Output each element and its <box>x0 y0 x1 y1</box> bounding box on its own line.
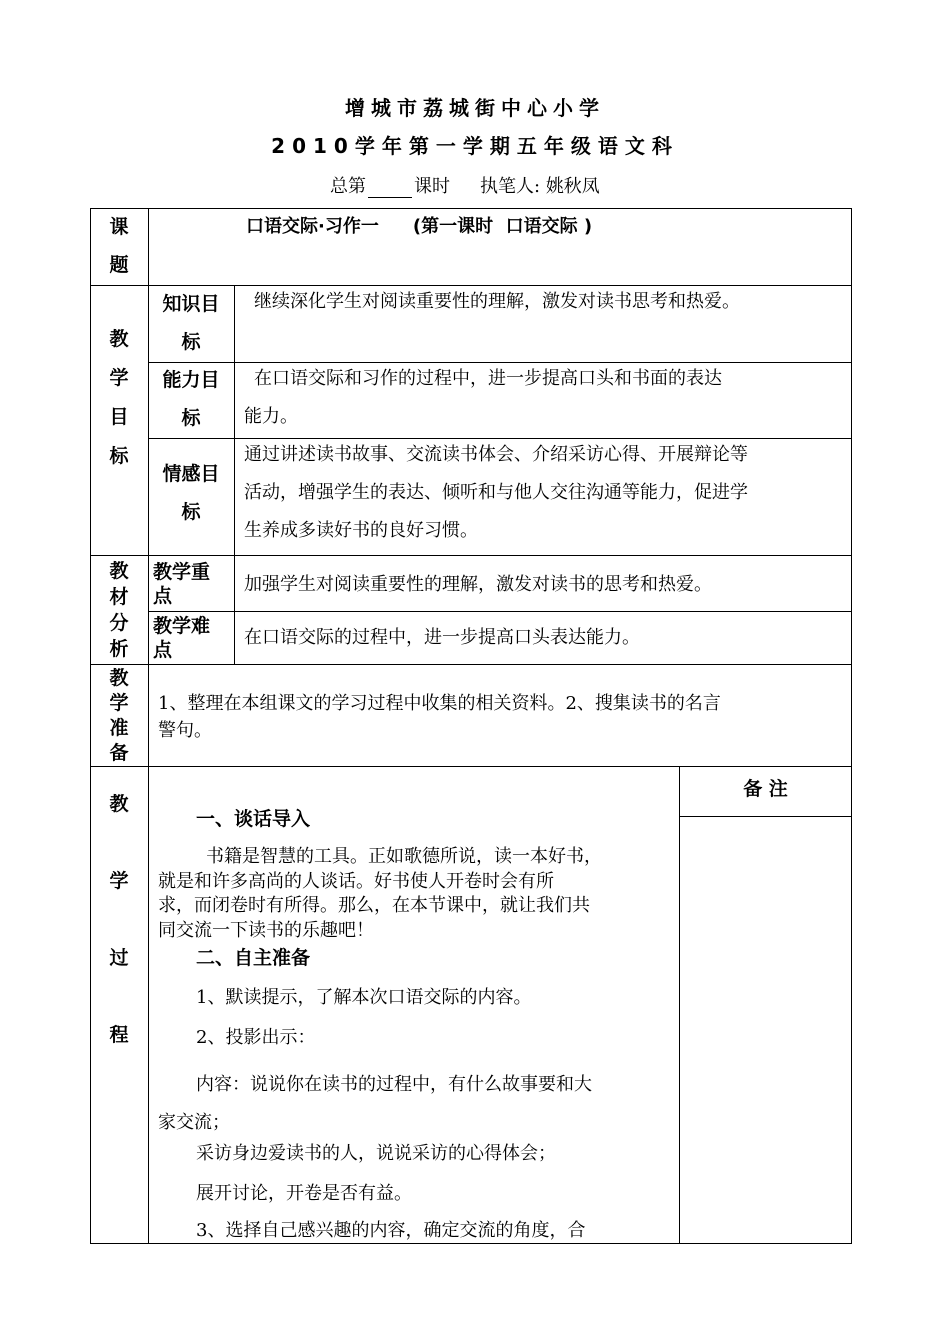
key-point-label: 教学重 点 <box>153 561 211 607</box>
section-intro-text: 书籍是智慧的工具。正如歌德所说，读一本好书， 就是和许多高尚的人谈话。好书使人开卷时会有所 求，而闭卷时有所得。那么，在本节课中，就让我们共 同交流一下读书的乐趣吧！ <box>158 846 602 941</box>
ability-goal-text: 在口语交际和习作的过程中，进一步提高口头和书面的表达 能力。 <box>244 368 722 427</box>
debate-option: 展开讨论，开卷是否有益。 <box>196 1183 412 1204</box>
emotion-goal-label: 情感目 标 <box>162 463 220 523</box>
knowledge-goal-label: 知识目 标 <box>162 293 220 353</box>
preparation-text: 1、整理在本组课文的学习过程中收集的相关资料。2、搜集读书的名言 警句。 <box>158 693 721 741</box>
total-prefix: 总第 <box>330 176 366 197</box>
lesson-number-blank <box>368 179 412 198</box>
author-label: 执笔人: <box>480 176 541 197</box>
interview-option: 采访身边爱读书的人，说说采访的心得体会； <box>196 1143 556 1164</box>
lesson-meta <box>330 172 600 198</box>
ability-goal-label: 能力目 标 <box>162 369 220 429</box>
topic-label: 课 题 <box>109 216 129 276</box>
step-2: 2、投影出示： <box>196 1027 316 1048</box>
section-intro-title: 一、谈话导入 <box>196 808 311 830</box>
process-label: 教 学 过 程 <box>109 793 129 1046</box>
section-prep-title: 二、自主准备 <box>196 947 311 969</box>
notes-header: 备 注 <box>743 778 788 800</box>
key-point-text: 加强学生对阅读重要性的理解，激发对读书的思考和热爱。 <box>244 574 712 595</box>
author-name: 姚秋凤 <box>545 176 600 197</box>
step-3: 3、选择自己感兴趣的内容，确定交流的角度，合 <box>196 1220 586 1241</box>
term-title: 2010学年第一学期五年级语文科 <box>271 134 679 158</box>
preparation-label: 教 学 准 备 <box>109 667 129 764</box>
emotion-goal-text: 通过讲述读书故事、交流读书体会、介绍采访心得、开展辩论等 活动，增强学生的表达、倾听和与他人交往沟通等能力，促进学 生养成多读好书的良好习惯。 <box>244 444 748 541</box>
analysis-label: 教 材 分 析 <box>109 560 129 660</box>
difficulty-label: 教学难 点 <box>153 615 211 661</box>
total-suffix: 课时 <box>414 176 450 197</box>
topic-title: 口语交际·习作一 (第一课时 口语交际 ) <box>246 216 593 237</box>
objectives-label: 教 学 目 标 <box>109 328 129 467</box>
school-name: 增城市荔城街中心小学 <box>345 96 605 120</box>
step-1: 1、默读提示，了解本次口语交际的内容。 <box>196 987 532 1008</box>
knowledge-goal-text: 继续深化学生对阅读重要性的理解，激发对读书思考和热爱。 <box>254 291 740 312</box>
difficulty-text: 在口语交际的过程中，进一步提高口头表达能力。 <box>244 627 640 648</box>
content-option: 内容：说说你在读书的过程中，有什么故事要和大 家交流； <box>158 1074 592 1133</box>
